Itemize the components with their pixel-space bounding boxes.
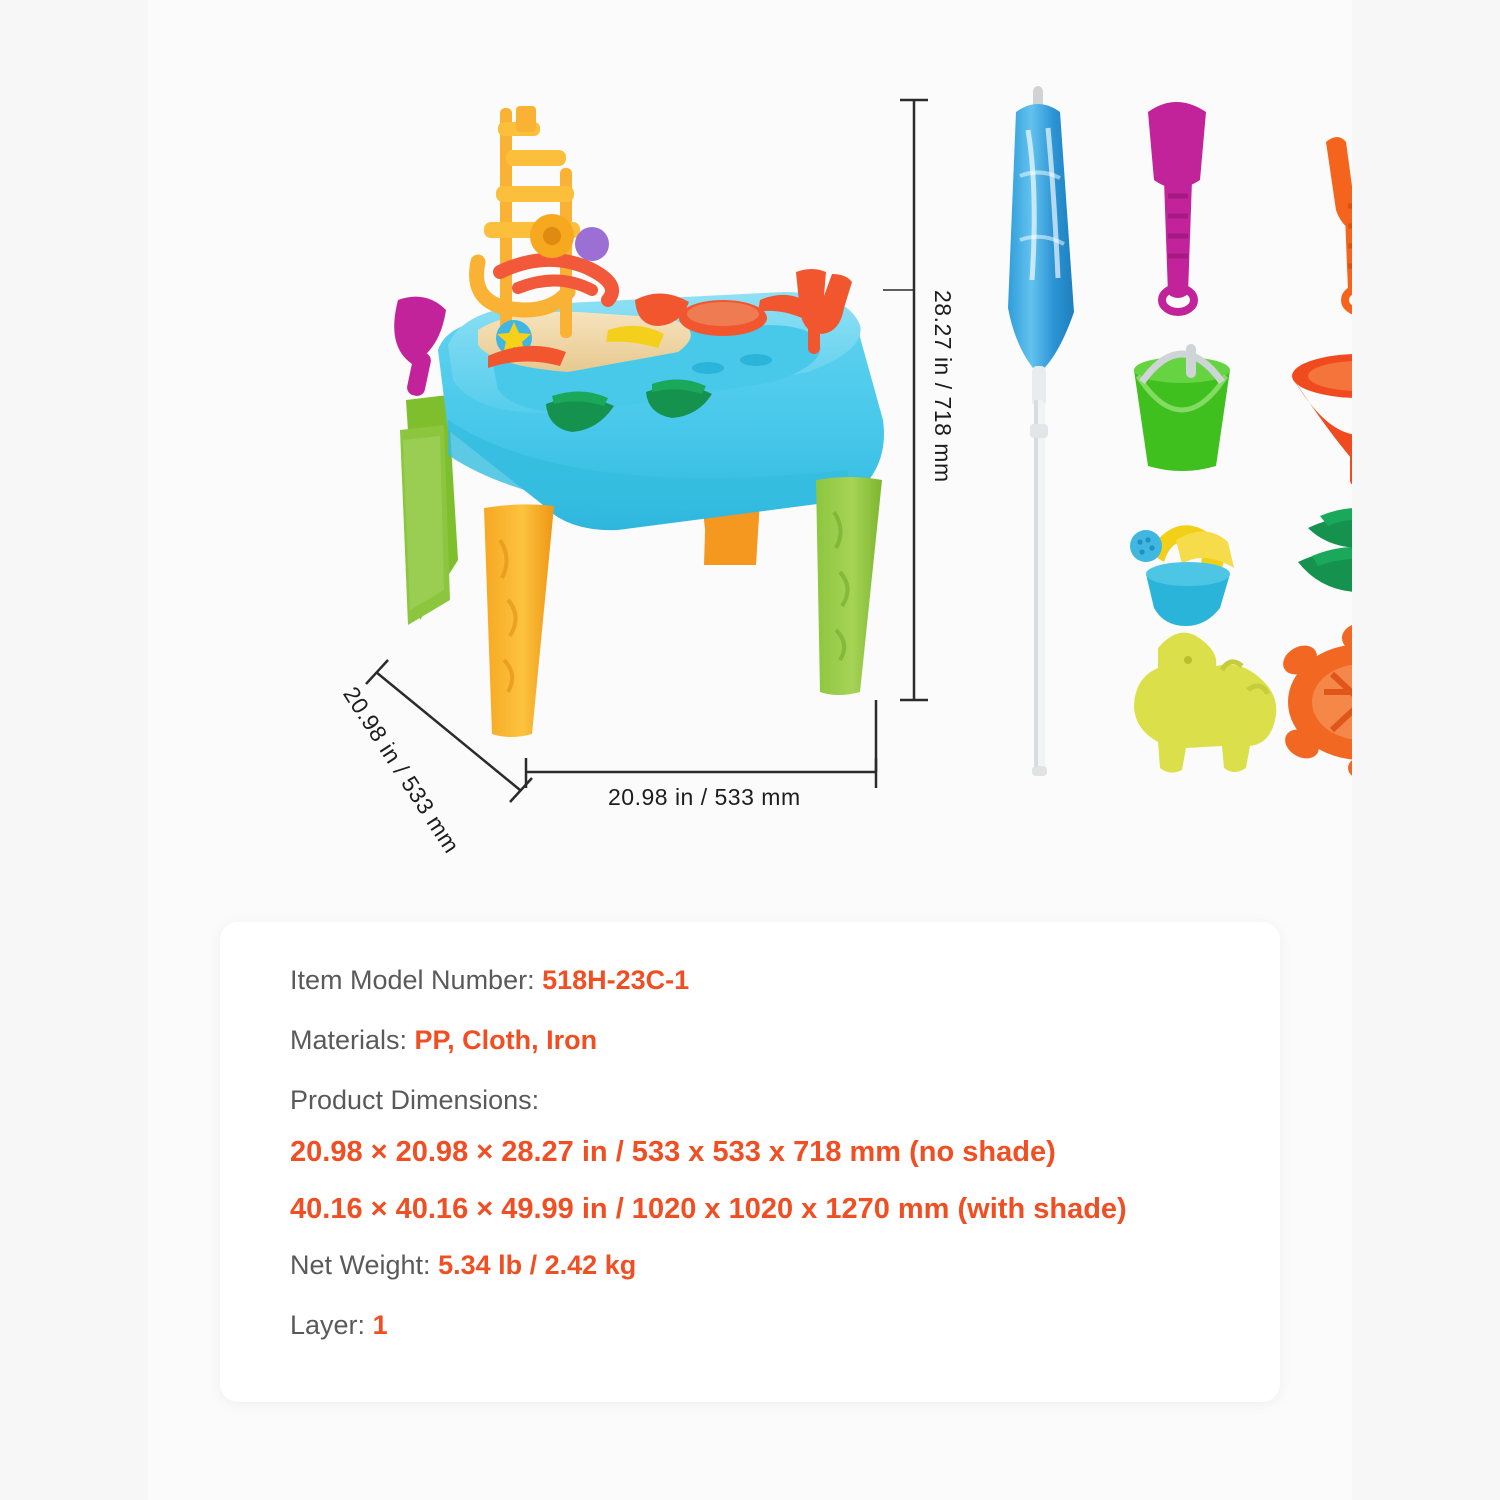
accessory-bucket bbox=[1134, 344, 1230, 471]
product-dimensions-with-shade: 40.16 × 40.16 × 49.99 in / 1020 x 1020 x 1270 mm (with shade) bbox=[290, 1193, 1127, 1226]
accessory-boat-mold bbox=[1298, 508, 1352, 592]
accessory-dinosaur-mold bbox=[1134, 633, 1276, 773]
accessory-watering-can bbox=[1130, 525, 1234, 626]
spec-row-model bbox=[290, 964, 1210, 998]
dimension-height bbox=[883, 100, 928, 700]
product-illustration bbox=[148, 0, 1352, 900]
leg-front-left bbox=[484, 504, 554, 737]
accessory-turtle-mold bbox=[1278, 623, 1352, 779]
spec-row-materials bbox=[290, 1024, 1210, 1058]
model-label: Item Model Number: bbox=[290, 965, 535, 995]
accessory-shovel bbox=[1148, 102, 1206, 312]
accessory-rake bbox=[1326, 134, 1352, 312]
materials-label: Materials: bbox=[290, 1024, 408, 1055]
spec-row-dimensions bbox=[290, 1084, 1210, 1118]
model-value: 518H-23C-1 bbox=[542, 965, 690, 995]
spec-row-net-weight bbox=[290, 1249, 1210, 1283]
product-dimensions-no-shade: 20.98 × 20.98 × 28.27 in / 533 x 533 x 718 mm (no shade) bbox=[290, 1136, 1056, 1169]
dimension-depth-label: 20.98 in / 533 mm bbox=[338, 682, 465, 858]
dimension-width bbox=[526, 700, 876, 788]
layer-label: Layer: bbox=[290, 1309, 366, 1340]
accessory-funnel bbox=[1292, 354, 1352, 486]
layer-value: 1 bbox=[372, 1309, 388, 1340]
materials-value: PP, Cloth, Iron bbox=[414, 1024, 598, 1055]
net-weight-label: Net Weight: bbox=[290, 1249, 431, 1280]
product-dimensions-label: Product Dimensions: bbox=[290, 1084, 540, 1115]
dimension-width-label: 20.98 in / 533 mm bbox=[608, 784, 801, 810]
illustration-svg bbox=[148, 0, 1352, 900]
tray-shovel bbox=[394, 297, 446, 398]
specification-card bbox=[220, 922, 1280, 1402]
net-weight-value: 5.34 lb / 2.42 kg bbox=[438, 1249, 637, 1280]
dimension-height-label: 28.27 in / 718 mm bbox=[930, 290, 956, 483]
spec-row-layer bbox=[290, 1309, 1210, 1343]
umbrella bbox=[1008, 86, 1074, 776]
